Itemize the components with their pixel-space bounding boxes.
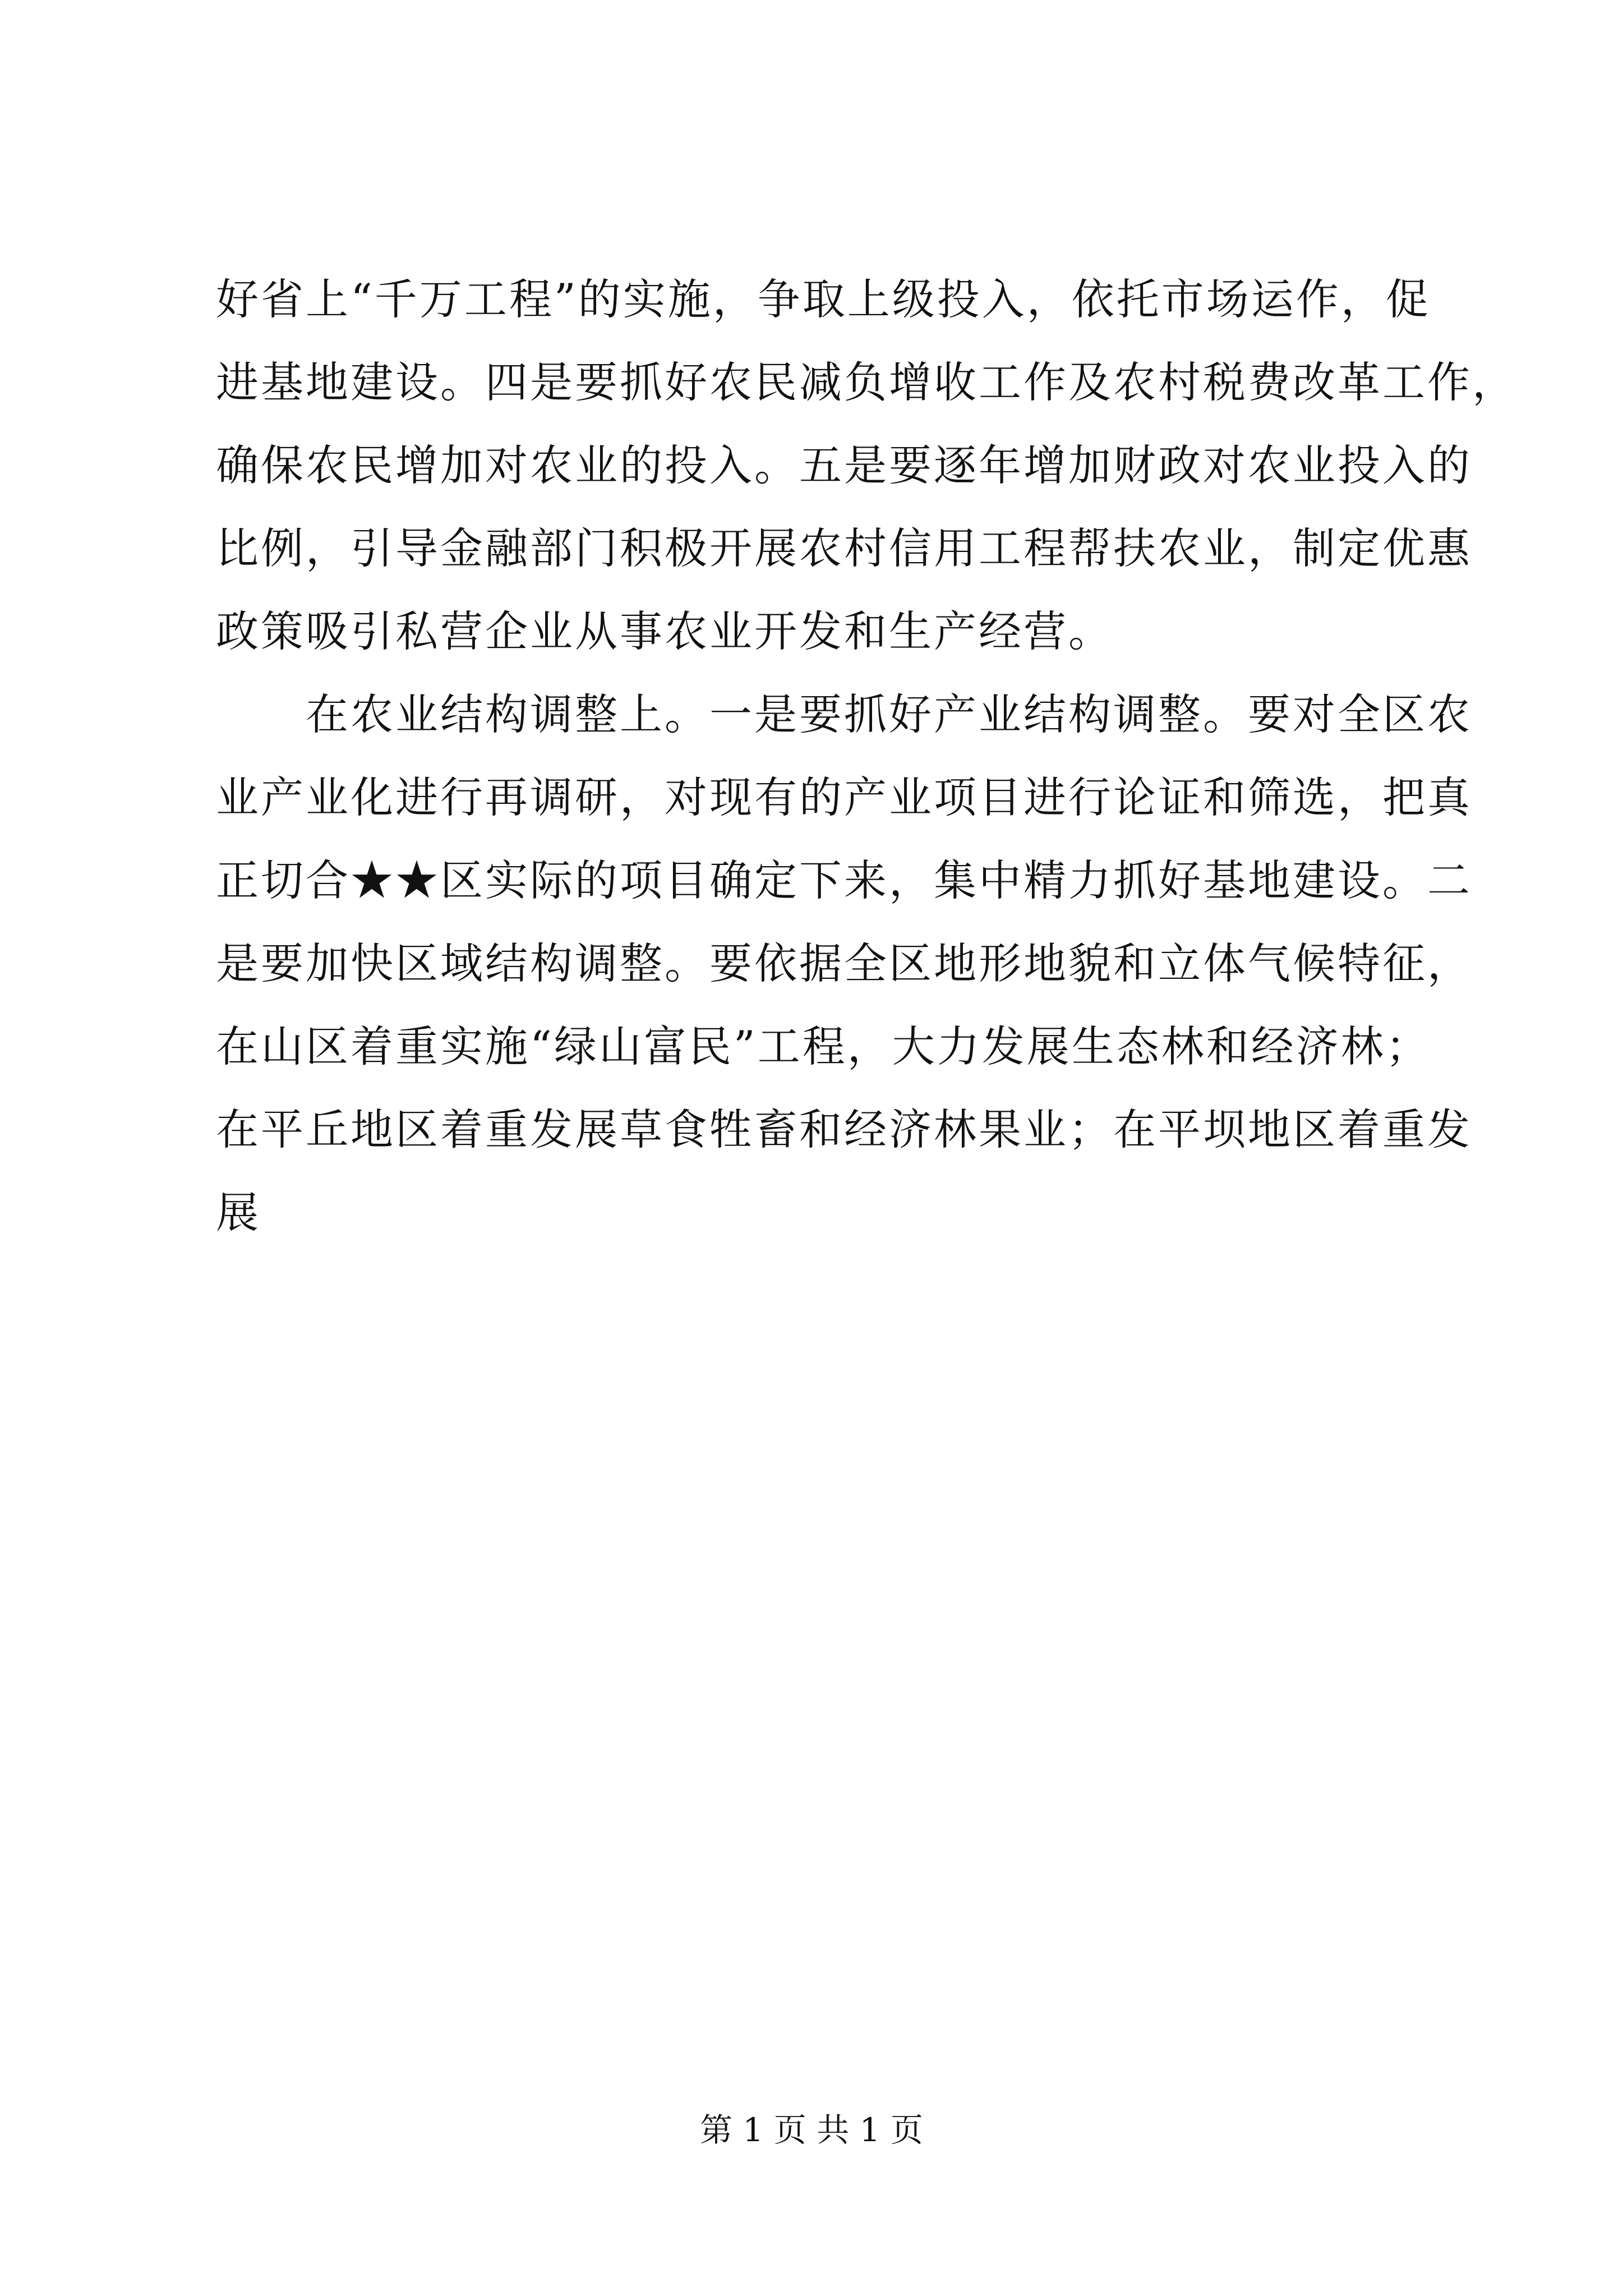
paragraph-line: 展 xyxy=(216,1188,261,1237)
paragraph-line: 在山区着重实施“绿山富民”工程，大力发展生态林和经济林； xyxy=(216,1022,1431,1071)
paragraph-line: 在农业结构调整上。一是要抓好产业结构调整。要对全区农 xyxy=(306,689,1472,739)
paragraph-line: 是要加快区域结构调整。要依据全区地形地貌和立体气候特征， xyxy=(216,938,1472,988)
page-number-footer: 第 1 页 共 1 页 xyxy=(700,2111,923,2149)
paragraph-line: 在平丘地区着重发展草食牲畜和经济林果业；在平坝地区着重发 xyxy=(216,1105,1472,1154)
paragraph-line: 比例，引导金融部门积极开展农村信用工程帮扶农业，制定优惠 xyxy=(216,523,1472,573)
paragraph-line: 好省上“千万工程”的实施，争取上级投入，依托市场运作，促 xyxy=(216,274,1431,324)
paragraph-line: 确保农民增加对农业的投入。五是要逐年增加财政对农业投入的 xyxy=(216,440,1472,490)
paragraph-line: 进基地建设。四是要抓好农民减负增收工作及农村税费改革工作， xyxy=(216,357,1517,407)
paragraph-line: 正切合★★区实际的项目确定下来，集中精力抓好基地建设。二 xyxy=(216,855,1472,905)
paragraph-line: 政策吸引私营企业从事农业开发和生产经营。 xyxy=(216,606,1113,656)
body-text xyxy=(216,258,1517,1254)
paragraph-line: 业产业化进行再调研，对现有的产业项目进行论证和筛选，把真 xyxy=(216,772,1472,822)
